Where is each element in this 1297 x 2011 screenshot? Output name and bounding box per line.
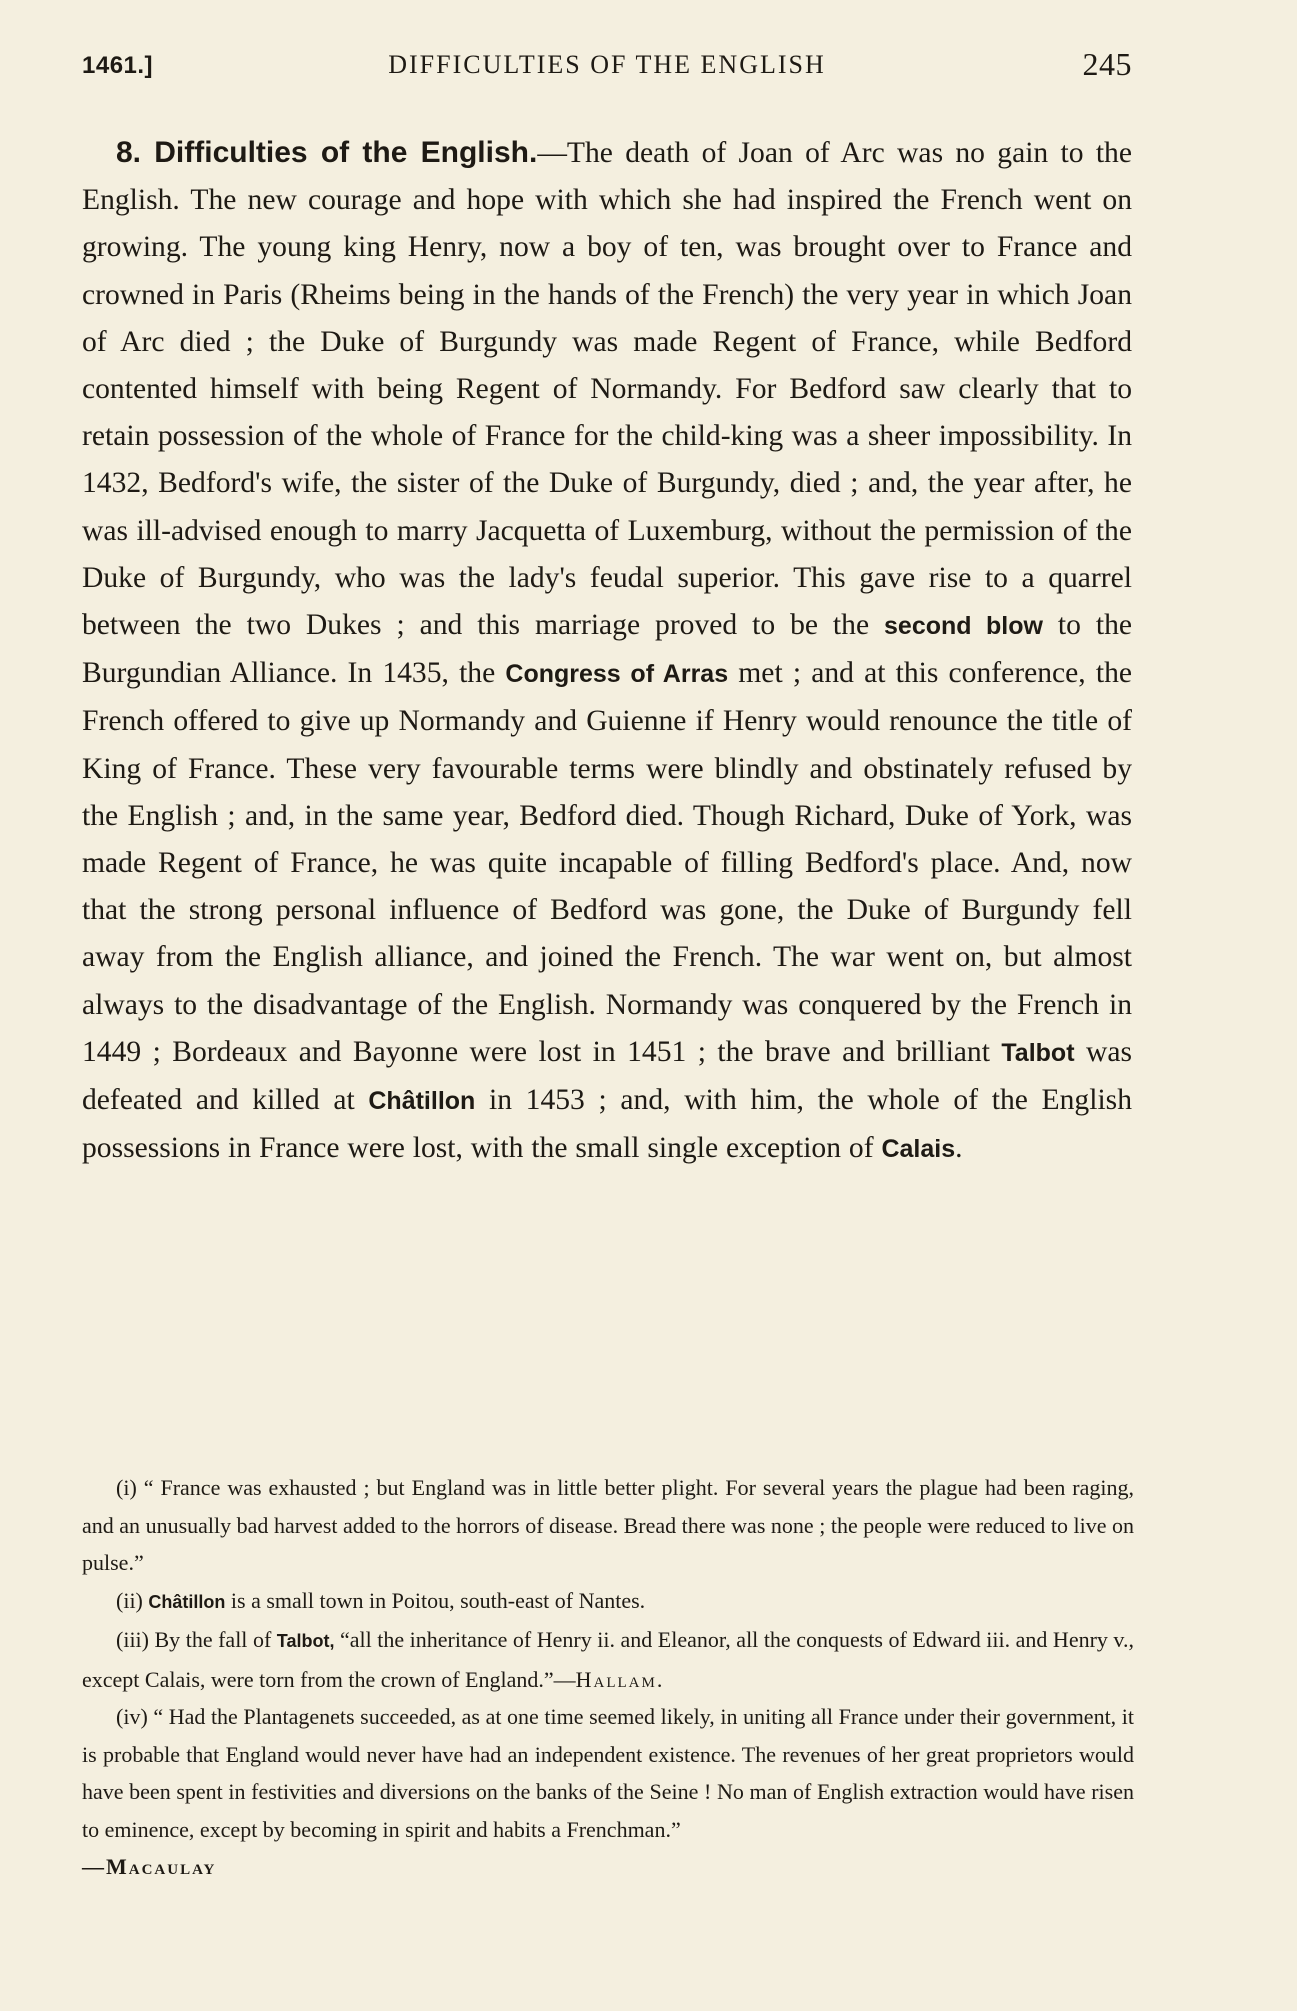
paragraph-text-6: .	[955, 1132, 963, 1165]
term-chatillon: Châtillon	[368, 1087, 476, 1116]
section-heading: 8. Difficulties of the English.	[116, 136, 538, 169]
footnote-3-text: “all the inheritance of Henry ii. and Eleanor, all the conquests of Edward iii. and Henry v., except Calais, were torn from the crown of England.”—	[82, 1627, 1135, 1692]
footnote-1: (i) “ France was exhausted ; but England was in little better plight. For several years the plague had been raging, and an unusually bad harvest added to the horrors of disease. Bread there was none ; the people were reduced to live on pulse.”	[82, 1475, 1134, 1575]
footnote-2-term: Châtillon	[148, 1591, 226, 1612]
footnote-4-attribution: —Macaulay	[82, 1854, 217, 1879]
paragraph-text-1: —The death of Joan of Arc was no gain to the English. The new courage and hope with which she had inspired the French went on growing. The young king Henry, now a boy of ten, was brought over to France and crowned in Paris (Rheims being in the hands of the French) the very year in which Joan of Arc died ; the Duke of Burgundy was made Regent of France, while Bedford contented himself with being Regent of Normandy. For Bedford saw clearly that to retain possession of the whole of France for the child-king was a sheer impossibility. In 1432, Bedford's wife, the sister of the Duke of Burgundy, died ; and, the year after, he was ill-advised enough to marry Jacquetta of Luxemburg, without the permission of the Duke of Burgundy, who was the lady's feudal superior. This gave rise to a quarrel between the two Dukes ; and this marriage proved to be the	[82, 137, 1132, 642]
term-talbot: Talbot	[1001, 1038, 1075, 1067]
footnote-3	[82, 1621, 1134, 1698]
footnote-2	[82, 1582, 1134, 1622]
footnote-2-text: is a small town in Poitou, south-east of Nantes.	[225, 1587, 646, 1613]
running-head	[82, 48, 1132, 92]
footnote-3-attribution: Hallam.	[575, 1666, 665, 1692]
term-congress-of-arras: Congress of Arras	[505, 660, 729, 689]
paragraph-text-2: to the Burgundian Alliance. In 1435, the	[82, 609, 1132, 690]
footnote-2-label: (ii)	[116, 1587, 149, 1613]
footnotes	[82, 1469, 1134, 1886]
paragraph-text-4: was defeated and killed at	[82, 1035, 1132, 1117]
running-head-title: DIFFICULTIES OF THE ENGLISH	[388, 50, 826, 79]
paragraph-text-3: met ; and at this conference, the French offered to give up Normandy and Guienne if Henry would renounce the title of King of France. These very favourable terms were blindly and obstinately refused by the English ; and, in the same year, Bedford died. Though Richard, Duke of York, was made Regent of France, he was quite incapable of filling Bedford's place. And, now that the strong personal influence of Bedford was gone, the Duke of Burgundy fell away from the English alliance, and joined the French. The war went on, but almost always to the disadvantage of the English. Normandy was conquered by the French in 1449 ; Bordeaux and Bayonne were lost in 1451 ; the brave and brilliant	[82, 657, 1133, 1068]
term-second-blow: second blow	[884, 612, 1043, 641]
footnote-4: (iv) “ Had the Plantagenets succeeded, as at one time seemed likely, in uniting all France under their government, it is probable that England would never have had an independent existence. The revenues of her great proprietors would have been spent in festivities and diversions on the banks of the Seine ! No man of English extraction would have risen to eminence, except by becoming in spirit and habits a Frenchman.”	[82, 1704, 1134, 1842]
term-calais: Calais	[881, 1135, 956, 1164]
running-head-year: 1461.]	[82, 52, 154, 79]
paragraph-text-5: in 1453 ; and, with him, the whole of the English possessions in France were lost, with the small single exception of	[82, 1084, 1132, 1165]
footnote-3-term: Talbot,	[276, 1631, 335, 1651]
footnote-3-label: (iii) By the fall of	[116, 1627, 277, 1652]
section-paragraph	[82, 129, 1132, 1173]
page-number: 245	[1082, 46, 1132, 82]
